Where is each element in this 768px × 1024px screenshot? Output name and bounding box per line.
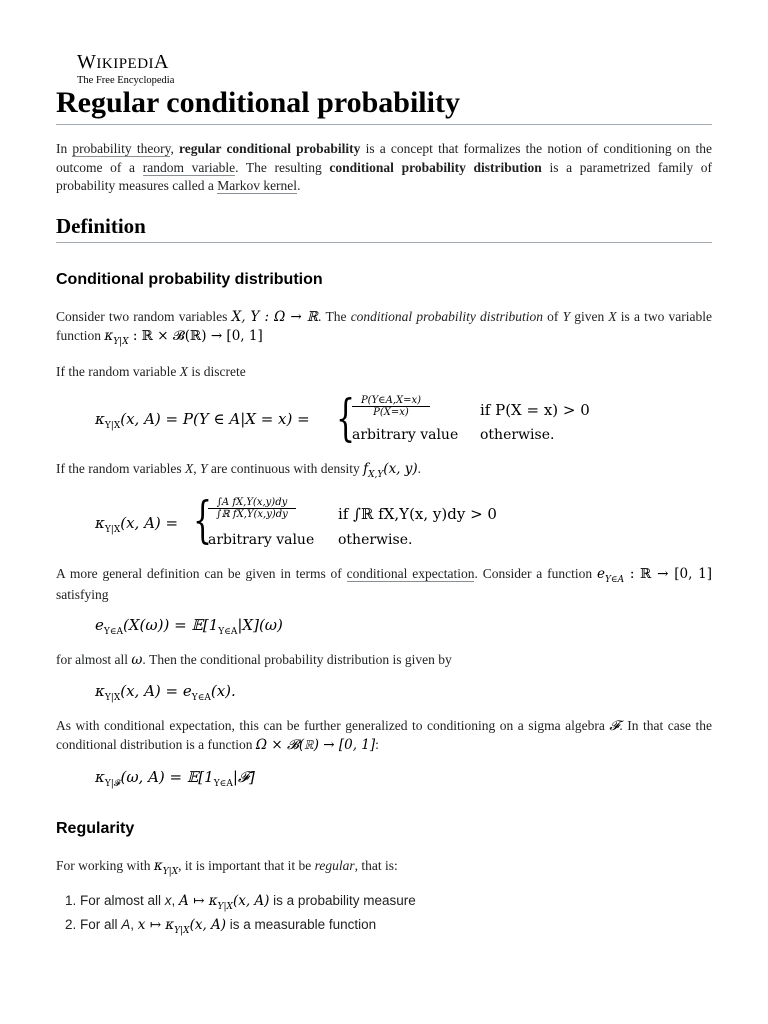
paragraph-two-random-variables: Consider two random variables X, Y : Ω → ℝ. The conditional probability distribution of Y given X is a two variable function $\kappa_{Y|X}$ : ℝ × 𝓑(ℝ) → [0, 1] bbox=[56, 309, 712, 347]
paragraph-continuous: If the random variables X, Y are continuous with density $f_{X,Y}(x$, y). bbox=[56, 461, 422, 480]
heading-regularity: Regularity bbox=[56, 820, 135, 837]
link-probability-theory[interactable]: probability theory bbox=[72, 141, 171, 156]
paragraph-almost-all: for almost all ω. Then the conditional probability distribution is given by bbox=[56, 652, 452, 668]
paragraph-discrete: If the random variable X is discrete bbox=[56, 364, 246, 379]
logo-wordmark: WIKIPEDIA bbox=[77, 51, 169, 73]
list-item: 1. For almost all x, A ↦ $\kappa_{Y|X}(x$, A) is a probability measure bbox=[80, 890, 416, 914]
link-conditional-expectation[interactable]: conditional expectation bbox=[346, 566, 475, 581]
paragraph-general-definition: A more general definition can be given in terms of conditional expectation. Consider a function $e_{Y\in A}$ : ℝ → [0, 1] satisfying bbox=[56, 566, 712, 602]
heading-conditional-probability-distribution: Conditional probability distribution bbox=[56, 271, 323, 288]
wikipedia-logo[interactable] bbox=[77, 52, 174, 86]
intro-paragraph: In probability theory, regular conditional probability is a concept that formalizes the notion of conditioning on the outcome of a random variable. The resulting conditional probability distribution is a parametrized family of probability measures called a Markov kernel. bbox=[56, 141, 713, 193]
equation-sigma: $\kappa_{Y|𝓕}(\omega$, $A) = 𝔼[1_{Y\in A}|𝓕]$ bbox=[95, 768, 255, 789]
logo-tagline: The Free Encyclopedia bbox=[77, 75, 175, 86]
list-item: 2. For all A, x ↦ $\kappa_{Y|X}(x$, A) is a measurable function bbox=[80, 914, 416, 938]
paragraph-sigma-algebra: As with conditional expectation, this can be further generalized to conditioning on a sigma algebra 𝓕. In that case the conditional distribution is a function Ω × 𝓑(ℝ) → [0, 1]: bbox=[56, 718, 712, 753]
paragraph-regular: For working with $\kappa_{Y|X}$, it is important that it be regular, that is: bbox=[56, 858, 398, 877]
link-random-variable[interactable]: random variable bbox=[142, 159, 236, 175]
heading-definition: Definition bbox=[56, 212, 712, 243]
regularity-list bbox=[56, 890, 416, 938]
equation-kernel: $\kappa_{Y|X}(x$, $A) = e_{Y\in A}(x)$. bbox=[95, 682, 236, 703]
link-markov-kernel[interactable]: Markov kernel bbox=[217, 178, 298, 193]
equation-expectation: $e_{Y\in A}(X(\omega))$ = $𝔼[1_{Y\in A}|X](\omega)$ bbox=[95, 616, 283, 637]
page-title: Regular conditional probability bbox=[56, 84, 712, 125]
